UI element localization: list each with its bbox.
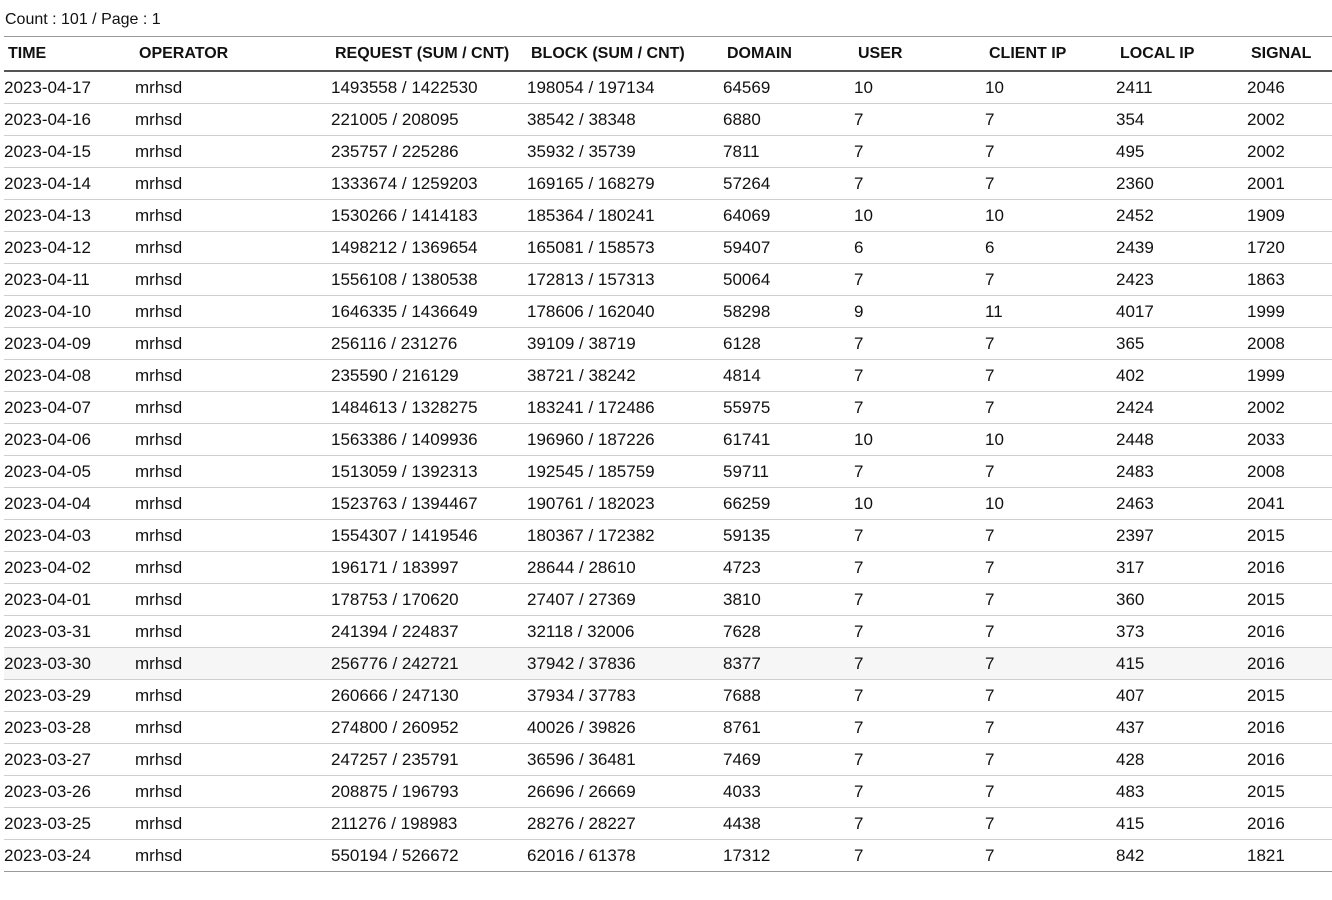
cell-time: 2023-03-24 [4, 840, 135, 872]
cell-client-ip: 11 [985, 296, 1116, 328]
cell-local-ip: 2452 [1116, 200, 1247, 232]
cell-signal: 2002 [1247, 104, 1332, 136]
cell-block: 38542 / 38348 [527, 104, 723, 136]
cell-client-ip: 7 [985, 808, 1116, 840]
cell-block: 26696 / 26669 [527, 776, 723, 808]
cell-domain: 59135 [723, 520, 854, 552]
cell-client-ip: 7 [985, 264, 1116, 296]
cell-time: 2023-03-27 [4, 744, 135, 776]
cell-domain: 7628 [723, 616, 854, 648]
cell-local-ip: 2439 [1116, 232, 1247, 264]
cell-block: 192545 / 185759 [527, 456, 723, 488]
cell-block: 172813 / 157313 [527, 264, 723, 296]
col-header-block[interactable]: BLOCK (SUM / CNT) [527, 37, 723, 72]
cell-signal: 2016 [1247, 744, 1332, 776]
cell-local-ip: 354 [1116, 104, 1247, 136]
cell-request: 221005 / 208095 [331, 104, 527, 136]
cell-block: 28276 / 28227 [527, 808, 723, 840]
cell-signal: 1863 [1247, 264, 1332, 296]
cell-domain: 6880 [723, 104, 854, 136]
table-row[interactable] [4, 392, 1332, 424]
cell-user: 7 [854, 392, 985, 424]
table-row[interactable] [4, 200, 1332, 232]
cell-local-ip: 415 [1116, 648, 1247, 680]
table-row[interactable] [4, 296, 1332, 328]
cell-domain: 4814 [723, 360, 854, 392]
cell-block: 27407 / 27369 [527, 584, 723, 616]
cell-time: 2023-04-14 [4, 168, 135, 200]
cell-time: 2023-03-30 [4, 648, 135, 680]
table-row[interactable] [4, 456, 1332, 488]
cell-block: 37934 / 37783 [527, 680, 723, 712]
cell-user: 7 [854, 136, 985, 168]
table-row[interactable] [4, 776, 1332, 808]
cell-user: 10 [854, 71, 985, 104]
cell-request: 1563386 / 1409936 [331, 424, 527, 456]
cell-signal: 2015 [1247, 584, 1332, 616]
cell-client-ip: 7 [985, 168, 1116, 200]
cell-signal: 2015 [1247, 680, 1332, 712]
cell-time: 2023-03-28 [4, 712, 135, 744]
table-row[interactable] [4, 232, 1332, 264]
cell-signal: 2016 [1247, 616, 1332, 648]
cell-block: 165081 / 158573 [527, 232, 723, 264]
cell-user: 7 [854, 840, 985, 872]
cell-request: 241394 / 224837 [331, 616, 527, 648]
table-row[interactable] [4, 168, 1332, 200]
cell-client-ip: 7 [985, 712, 1116, 744]
cell-client-ip: 7 [985, 136, 1116, 168]
cell-signal: 1720 [1247, 232, 1332, 264]
cell-signal: 2033 [1247, 424, 1332, 456]
cell-local-ip: 407 [1116, 680, 1247, 712]
cell-domain: 64569 [723, 71, 854, 104]
cell-operator: mrhsd [135, 71, 331, 104]
cell-user: 9 [854, 296, 985, 328]
cell-local-ip: 2360 [1116, 168, 1247, 200]
cell-operator: mrhsd [135, 392, 331, 424]
cell-time: 2023-03-29 [4, 680, 135, 712]
cell-local-ip: 495 [1116, 136, 1247, 168]
cell-user: 7 [854, 616, 985, 648]
cell-domain: 3810 [723, 584, 854, 616]
cell-time: 2023-03-31 [4, 616, 135, 648]
cell-block: 190761 / 182023 [527, 488, 723, 520]
cell-time: 2023-04-04 [4, 488, 135, 520]
cell-client-ip: 7 [985, 840, 1116, 872]
cell-user: 7 [854, 552, 985, 584]
cell-signal: 1999 [1247, 296, 1332, 328]
cell-block: 37942 / 37836 [527, 648, 723, 680]
cell-local-ip: 437 [1116, 712, 1247, 744]
cell-operator: mrhsd [135, 328, 331, 360]
cell-local-ip: 415 [1116, 808, 1247, 840]
table-row[interactable] [4, 488, 1332, 520]
cell-operator: mrhsd [135, 136, 331, 168]
cell-domain: 59407 [723, 232, 854, 264]
table-row[interactable] [4, 328, 1332, 360]
table-row[interactable] [4, 360, 1332, 392]
cell-user: 7 [854, 744, 985, 776]
col-header-local-ip[interactable]: LOCAL IP [1116, 37, 1247, 72]
cell-block: 180367 / 172382 [527, 520, 723, 552]
cell-time: 2023-04-07 [4, 392, 135, 424]
table-row[interactable] [4, 136, 1332, 168]
cell-signal: 2015 [1247, 776, 1332, 808]
cell-time: 2023-04-17 [4, 71, 135, 104]
cell-time: 2023-04-15 [4, 136, 135, 168]
cell-operator: mrhsd [135, 296, 331, 328]
cell-domain: 6128 [723, 328, 854, 360]
cell-user: 7 [854, 584, 985, 616]
cell-request: 211276 / 198983 [331, 808, 527, 840]
cell-user: 7 [854, 328, 985, 360]
cell-operator: mrhsd [135, 200, 331, 232]
cell-client-ip: 7 [985, 744, 1116, 776]
cell-request: 247257 / 235791 [331, 744, 527, 776]
cell-request: 208875 / 196793 [331, 776, 527, 808]
cell-time: 2023-04-16 [4, 104, 135, 136]
cell-client-ip: 7 [985, 584, 1116, 616]
table-row[interactable] [4, 808, 1332, 840]
cell-block: 198054 / 197134 [527, 71, 723, 104]
table-row[interactable] [4, 584, 1332, 616]
cell-local-ip: 360 [1116, 584, 1247, 616]
cell-domain: 17312 [723, 840, 854, 872]
cell-block: 32118 / 32006 [527, 616, 723, 648]
table-row[interactable] [4, 264, 1332, 296]
cell-request: 178753 / 170620 [331, 584, 527, 616]
cell-signal: 2041 [1247, 488, 1332, 520]
table-row[interactable] [4, 616, 1332, 648]
cell-operator: mrhsd [135, 808, 331, 840]
cell-local-ip: 842 [1116, 840, 1247, 872]
cell-local-ip: 2448 [1116, 424, 1247, 456]
cell-request: 1498212 / 1369654 [331, 232, 527, 264]
cell-client-ip: 10 [985, 488, 1116, 520]
cell-client-ip: 7 [985, 648, 1116, 680]
cell-user: 10 [854, 424, 985, 456]
cell-time: 2023-03-25 [4, 808, 135, 840]
cell-time: 2023-03-26 [4, 776, 135, 808]
table-row[interactable] [4, 680, 1332, 712]
cell-user: 7 [854, 712, 985, 744]
cell-client-ip: 7 [985, 552, 1116, 584]
cell-request: 256116 / 231276 [331, 328, 527, 360]
cell-request: 196171 / 183997 [331, 552, 527, 584]
cell-time: 2023-04-08 [4, 360, 135, 392]
cell-local-ip: 2483 [1116, 456, 1247, 488]
cell-client-ip: 7 [985, 456, 1116, 488]
table-row[interactable] [4, 424, 1332, 456]
cell-user: 7 [854, 648, 985, 680]
col-header-domain[interactable]: DOMAIN [723, 37, 854, 72]
cell-time: 2023-04-09 [4, 328, 135, 360]
cell-operator: mrhsd [135, 104, 331, 136]
table-row[interactable] [4, 744, 1332, 776]
cell-time: 2023-04-06 [4, 424, 135, 456]
cell-signal: 2015 [1247, 520, 1332, 552]
cell-time: 2023-04-03 [4, 520, 135, 552]
cell-operator: mrhsd [135, 552, 331, 584]
col-header-time[interactable]: TIME [4, 37, 135, 72]
cell-domain: 4033 [723, 776, 854, 808]
cell-signal: 2016 [1247, 648, 1332, 680]
cell-user: 7 [854, 264, 985, 296]
cell-user: 10 [854, 200, 985, 232]
cell-request: 1484613 / 1328275 [331, 392, 527, 424]
cell-domain: 50064 [723, 264, 854, 296]
cell-client-ip: 7 [985, 776, 1116, 808]
cell-local-ip: 402 [1116, 360, 1247, 392]
cell-block: 183241 / 172486 [527, 392, 723, 424]
cell-user: 10 [854, 488, 985, 520]
cell-operator: mrhsd [135, 488, 331, 520]
cell-block: 36596 / 36481 [527, 744, 723, 776]
cell-local-ip: 317 [1116, 552, 1247, 584]
table-row[interactable] [4, 552, 1332, 584]
cell-time: 2023-04-01 [4, 584, 135, 616]
cell-signal: 2001 [1247, 168, 1332, 200]
cell-client-ip: 7 [985, 328, 1116, 360]
cell-operator: mrhsd [135, 424, 331, 456]
cell-time: 2023-04-11 [4, 264, 135, 296]
cell-request: 1493558 / 1422530 [331, 71, 527, 104]
cell-time: 2023-04-13 [4, 200, 135, 232]
col-header-request[interactable]: REQUEST (SUM / CNT) [331, 37, 527, 72]
cell-operator: mrhsd [135, 584, 331, 616]
cell-user: 7 [854, 776, 985, 808]
cell-block: 28644 / 28610 [527, 552, 723, 584]
cell-time: 2023-04-02 [4, 552, 135, 584]
cell-operator: mrhsd [135, 616, 331, 648]
cell-request: 260666 / 247130 [331, 680, 527, 712]
cell-time: 2023-04-05 [4, 456, 135, 488]
col-header-signal[interactable]: SIGNAL [1247, 37, 1332, 72]
cell-user: 7 [854, 456, 985, 488]
cell-signal: 2016 [1247, 712, 1332, 744]
stats-table [4, 36, 1332, 872]
col-header-operator[interactable]: OPERATOR [135, 37, 331, 72]
cell-client-ip: 10 [985, 424, 1116, 456]
cell-block: 185364 / 180241 [527, 200, 723, 232]
cell-local-ip: 483 [1116, 776, 1247, 808]
table-row[interactable] [4, 840, 1332, 872]
cell-request: 256776 / 242721 [331, 648, 527, 680]
cell-request: 550194 / 526672 [331, 840, 527, 872]
cell-local-ip: 2411 [1116, 71, 1247, 104]
cell-operator: mrhsd [135, 456, 331, 488]
cell-user: 7 [854, 680, 985, 712]
table-row[interactable] [4, 520, 1332, 552]
cell-domain: 7688 [723, 680, 854, 712]
cell-domain: 8761 [723, 712, 854, 744]
col-header-user[interactable]: USER [854, 37, 985, 72]
cell-client-ip: 10 [985, 200, 1116, 232]
cell-request: 235590 / 216129 [331, 360, 527, 392]
table-header-row [4, 37, 1332, 72]
cell-request: 1554307 / 1419546 [331, 520, 527, 552]
cell-signal: 2002 [1247, 136, 1332, 168]
cell-request: 1523763 / 1394467 [331, 488, 527, 520]
cell-local-ip: 373 [1116, 616, 1247, 648]
cell-operator: mrhsd [135, 776, 331, 808]
cell-request: 235757 / 225286 [331, 136, 527, 168]
table-row[interactable] [4, 104, 1332, 136]
cell-domain: 8377 [723, 648, 854, 680]
cell-signal: 2046 [1247, 71, 1332, 104]
cell-local-ip: 4017 [1116, 296, 1247, 328]
cell-local-ip: 428 [1116, 744, 1247, 776]
cell-user: 7 [854, 520, 985, 552]
cell-request: 1530266 / 1414183 [331, 200, 527, 232]
cell-domain: 55975 [723, 392, 854, 424]
cell-request: 1333674 / 1259203 [331, 168, 527, 200]
col-header-client-ip[interactable]: CLIENT IP [985, 37, 1116, 72]
cell-local-ip: 2397 [1116, 520, 1247, 552]
cell-domain: 59711 [723, 456, 854, 488]
table-row[interactable] [4, 71, 1332, 104]
cell-signal: 2016 [1247, 808, 1332, 840]
cell-operator: mrhsd [135, 712, 331, 744]
cell-user: 7 [854, 808, 985, 840]
cell-block: 196960 / 187226 [527, 424, 723, 456]
cell-request: 1646335 / 1436649 [331, 296, 527, 328]
cell-local-ip: 2424 [1116, 392, 1247, 424]
cell-block: 39109 / 38719 [527, 328, 723, 360]
cell-signal: 2002 [1247, 392, 1332, 424]
cell-user: 7 [854, 360, 985, 392]
cell-domain: 64069 [723, 200, 854, 232]
cell-operator: mrhsd [135, 744, 331, 776]
cell-operator: mrhsd [135, 840, 331, 872]
cell-client-ip: 7 [985, 680, 1116, 712]
cell-signal: 1821 [1247, 840, 1332, 872]
cell-domain: 4723 [723, 552, 854, 584]
table-row[interactable] [4, 648, 1332, 680]
cell-block: 169165 / 168279 [527, 168, 723, 200]
cell-local-ip: 2463 [1116, 488, 1247, 520]
cell-operator: mrhsd [135, 232, 331, 264]
cell-client-ip: 7 [985, 520, 1116, 552]
cell-client-ip: 10 [985, 71, 1116, 104]
cell-time: 2023-04-12 [4, 232, 135, 264]
cell-block: 40026 / 39826 [527, 712, 723, 744]
cell-domain: 66259 [723, 488, 854, 520]
cell-domain: 4438 [723, 808, 854, 840]
cell-local-ip: 2423 [1116, 264, 1247, 296]
cell-domain: 7811 [723, 136, 854, 168]
cell-operator: mrhsd [135, 648, 331, 680]
cell-request: 274800 / 260952 [331, 712, 527, 744]
cell-signal: 2016 [1247, 552, 1332, 584]
cell-operator: mrhsd [135, 264, 331, 296]
cell-client-ip: 6 [985, 232, 1116, 264]
cell-client-ip: 7 [985, 392, 1116, 424]
cell-block: 38721 / 38242 [527, 360, 723, 392]
cell-request: 1513059 / 1392313 [331, 456, 527, 488]
cell-client-ip: 7 [985, 616, 1116, 648]
cell-operator: mrhsd [135, 168, 331, 200]
cell-time: 2023-04-10 [4, 296, 135, 328]
cell-domain: 61741 [723, 424, 854, 456]
cell-operator: mrhsd [135, 680, 331, 712]
cell-domain: 57264 [723, 168, 854, 200]
table-body [4, 71, 1332, 872]
cell-domain: 58298 [723, 296, 854, 328]
table-row[interactable] [4, 712, 1332, 744]
cell-operator: mrhsd [135, 360, 331, 392]
record-count-summary: Count : 101 / Page : 1 [5, 11, 161, 28]
cell-block: 178606 / 162040 [527, 296, 723, 328]
cell-signal: 2008 [1247, 328, 1332, 360]
cell-client-ip: 7 [985, 104, 1116, 136]
cell-domain: 7469 [723, 744, 854, 776]
cell-block: 35932 / 35739 [527, 136, 723, 168]
cell-client-ip: 7 [985, 360, 1116, 392]
cell-signal: 1909 [1247, 200, 1332, 232]
cell-user: 6 [854, 232, 985, 264]
cell-request: 1556108 / 1380538 [331, 264, 527, 296]
cell-signal: 2008 [1247, 456, 1332, 488]
cell-operator: mrhsd [135, 520, 331, 552]
cell-signal: 1999 [1247, 360, 1332, 392]
cell-block: 62016 / 61378 [527, 840, 723, 872]
cell-local-ip: 365 [1116, 328, 1247, 360]
cell-user: 7 [854, 104, 985, 136]
cell-user: 7 [854, 168, 985, 200]
